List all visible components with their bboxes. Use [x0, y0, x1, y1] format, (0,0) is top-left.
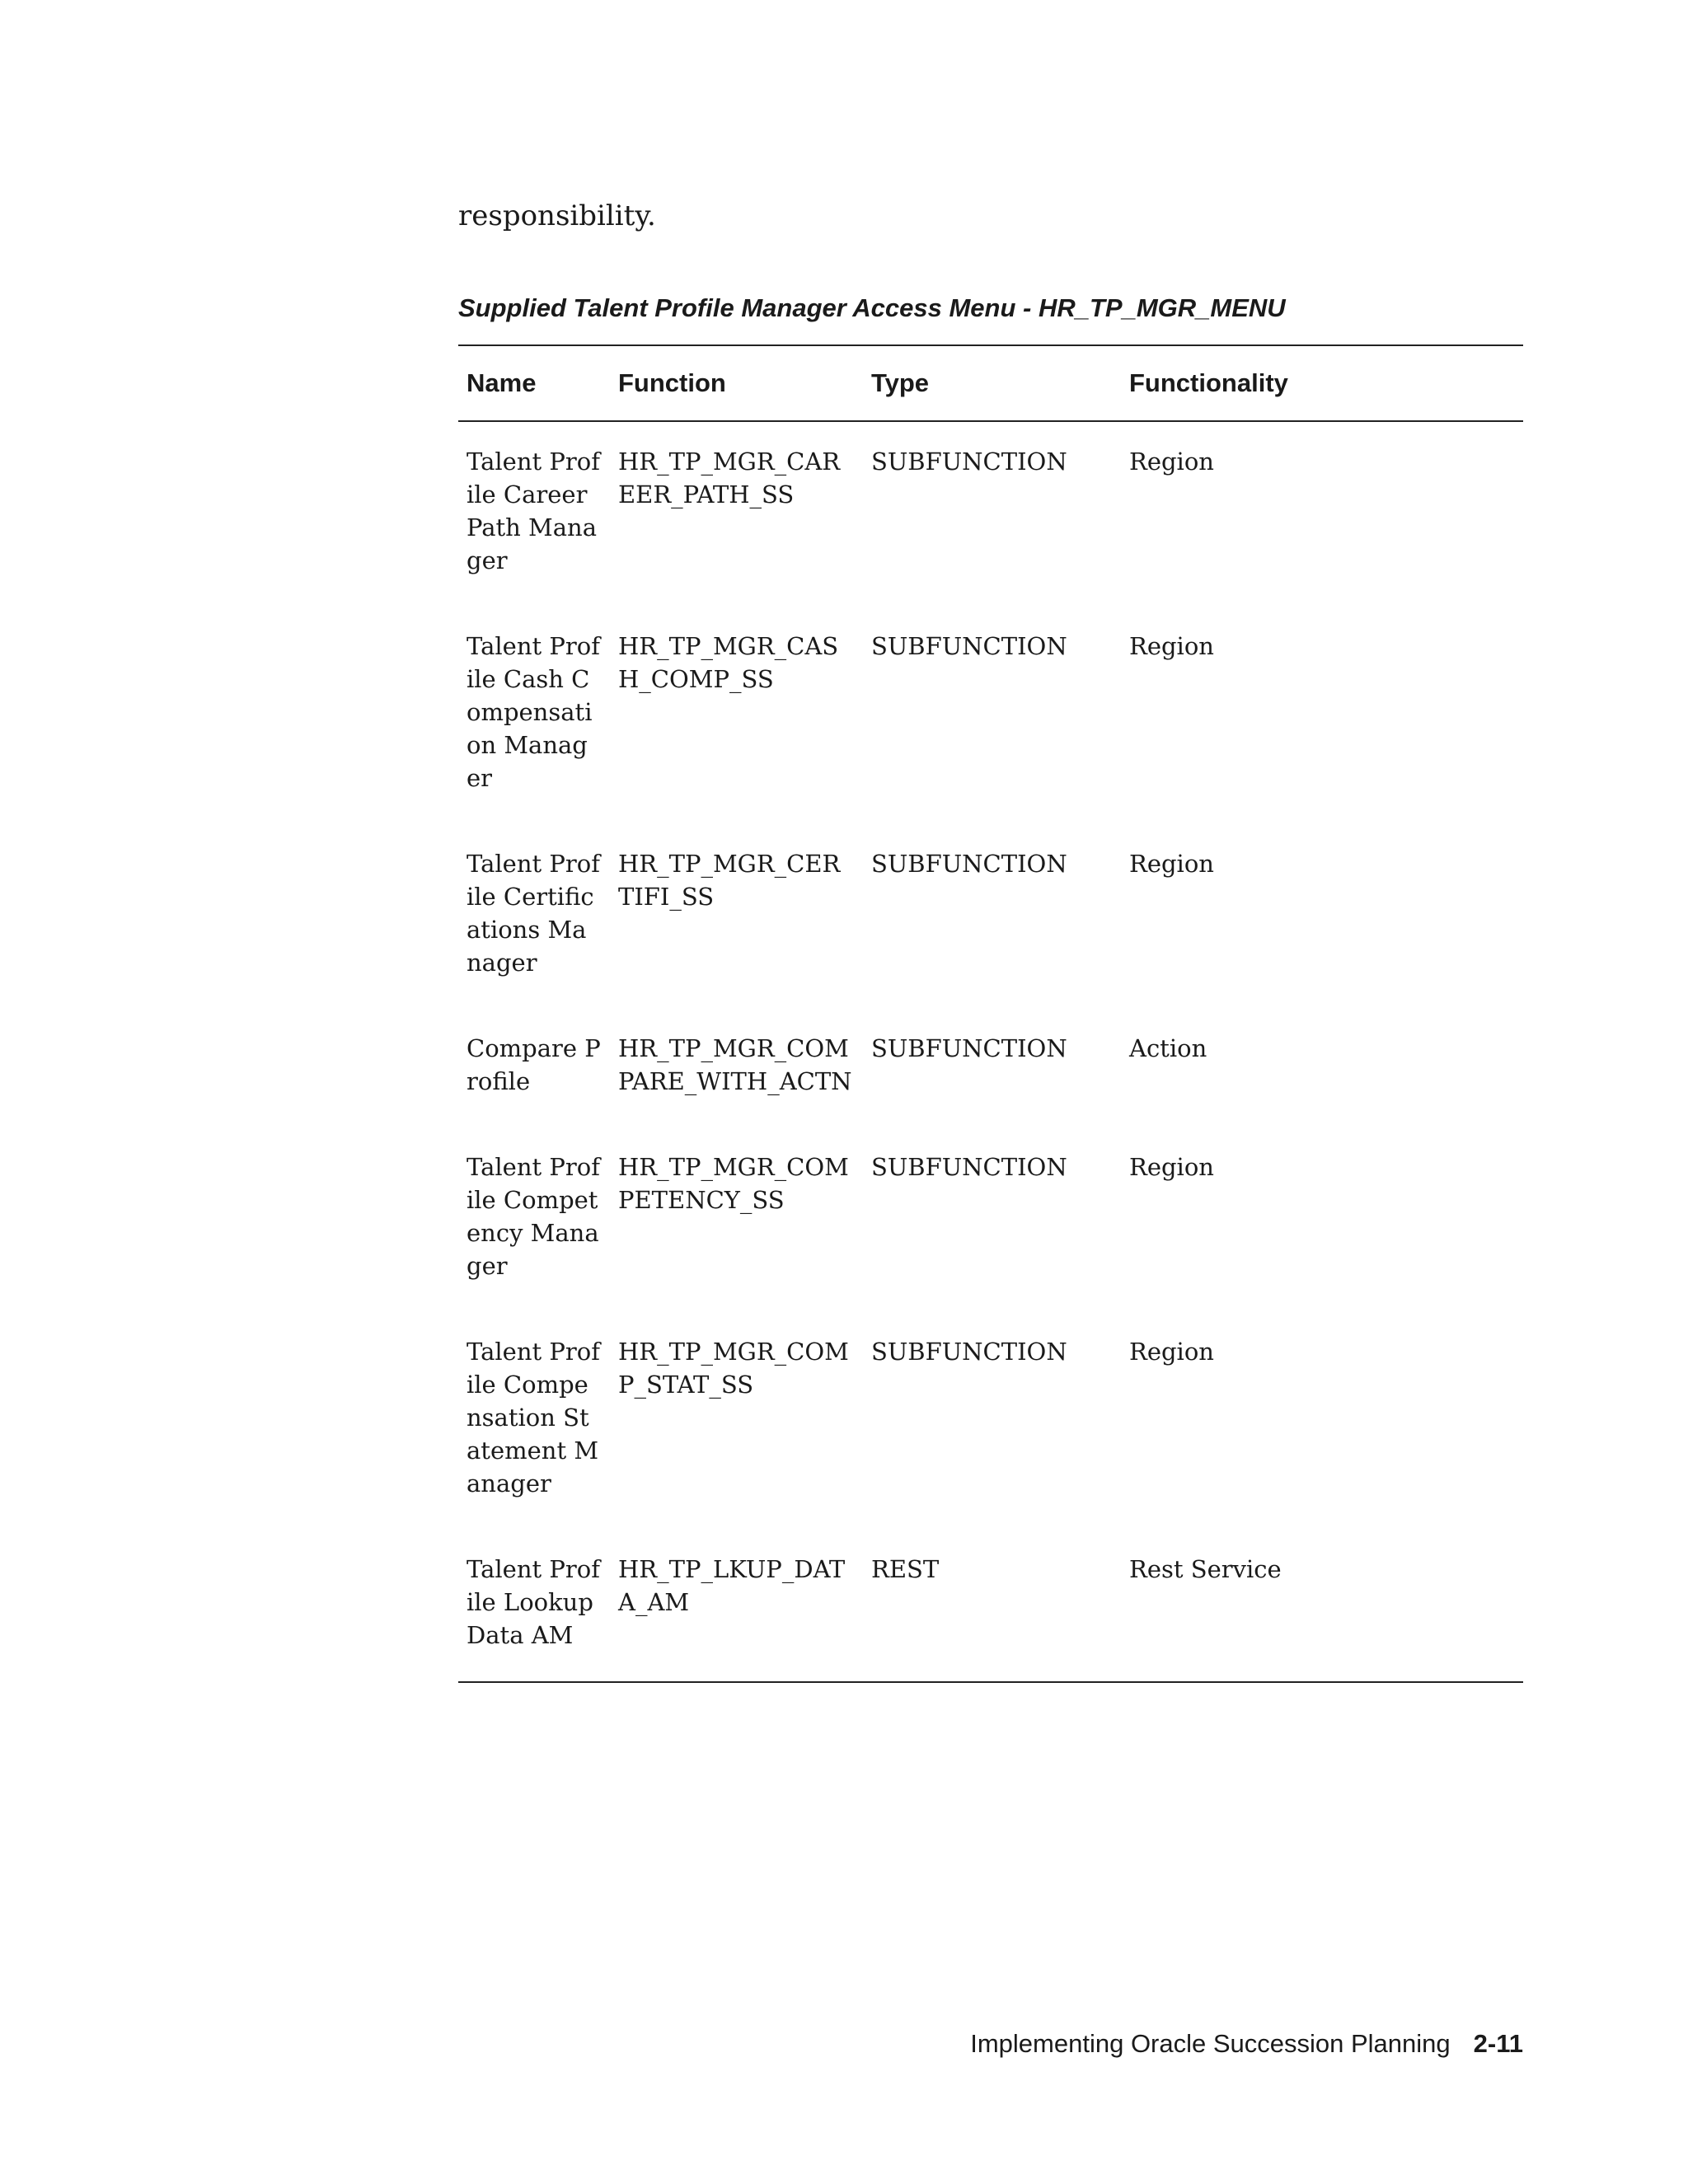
cell-function: HR_TP_MGR_COMPARE_WITH_ACTN	[618, 1034, 852, 1095]
cell-function: HR_TP_MGR_CAREER_PATH_SS	[618, 448, 841, 509]
table-row	[458, 1530, 1523, 1682]
cell-type: SUBFUNCTION	[871, 1034, 1067, 1062]
table-row	[458, 1127, 1523, 1312]
cell-functionality: Region	[1129, 1153, 1214, 1181]
cell-name: Talent Profile Competency Manager	[467, 1153, 600, 1280]
menu-table-container	[458, 344, 1523, 1683]
cell-type: SUBFUNCTION	[871, 1338, 1067, 1366]
header-type: Type	[863, 345, 1121, 421]
cell-type: SUBFUNCTION	[871, 850, 1067, 878]
cell-function: HR_TP_MGR_COMP_STAT_SS	[618, 1338, 849, 1399]
footer-page-number: 2-11	[1473, 2029, 1523, 2058]
cell-type: SUBFUNCTION	[871, 448, 1067, 476]
cell-name: Talent Profile Cash Compensation Manager	[467, 632, 600, 792]
cell-functionality: Rest Service	[1121, 1530, 1523, 1682]
cell-function: HR_TP_MGR_COMPETENCY_SS	[618, 1153, 849, 1214]
table-row	[458, 1009, 1523, 1127]
cell-functionality: Action	[1129, 1034, 1207, 1062]
table-header-row	[458, 345, 1523, 421]
cell-functionality: Region	[1129, 632, 1214, 660]
cell-name: Talent Profile Career Path Manager	[467, 448, 600, 574]
cell-functionality: Region	[1129, 850, 1214, 878]
cell-name: Talent Profile Compensation Statement Manager	[467, 1338, 600, 1497]
table-row	[458, 607, 1523, 824]
table-row	[458, 824, 1523, 1009]
table-row	[458, 1312, 1523, 1530]
cell-name: Talent Profile Certifications Manager	[467, 850, 600, 977]
cell-function: HR_TP_MGR_CASH_COMP_SS	[618, 632, 839, 693]
cell-type: SUBFUNCTION	[871, 1153, 1067, 1181]
cell-function: HR_TP_MGR_CERTIFI_SS	[618, 850, 841, 911]
menu-table	[458, 344, 1523, 1683]
page-footer	[970, 2029, 1523, 2059]
header-function: Function	[610, 345, 863, 421]
intro-text: responsibility.	[458, 199, 656, 232]
footer-chapter-title: Implementing Oracle Succession Planning	[970, 2029, 1451, 2058]
cell-type: SUBFUNCTION	[871, 632, 1067, 660]
table-caption: Supplied Talent Profile Manager Access Menu - HR_TP_MGR_MENU	[458, 293, 1286, 322]
cell-name: Compare Profile	[467, 1034, 601, 1095]
header-functionality: Functionality	[1121, 345, 1523, 421]
cell-functionality: Region	[1129, 1338, 1214, 1366]
cell-name: Talent Profile Lookup Data AM	[458, 1530, 610, 1682]
header-name: Name	[458, 345, 610, 421]
table-row	[458, 421, 1523, 607]
cell-functionality: Region	[1129, 448, 1214, 476]
cell-function: HR_TP_LKUP_DATA_AM	[610, 1530, 863, 1682]
cell-type: REST	[863, 1530, 1121, 1682]
